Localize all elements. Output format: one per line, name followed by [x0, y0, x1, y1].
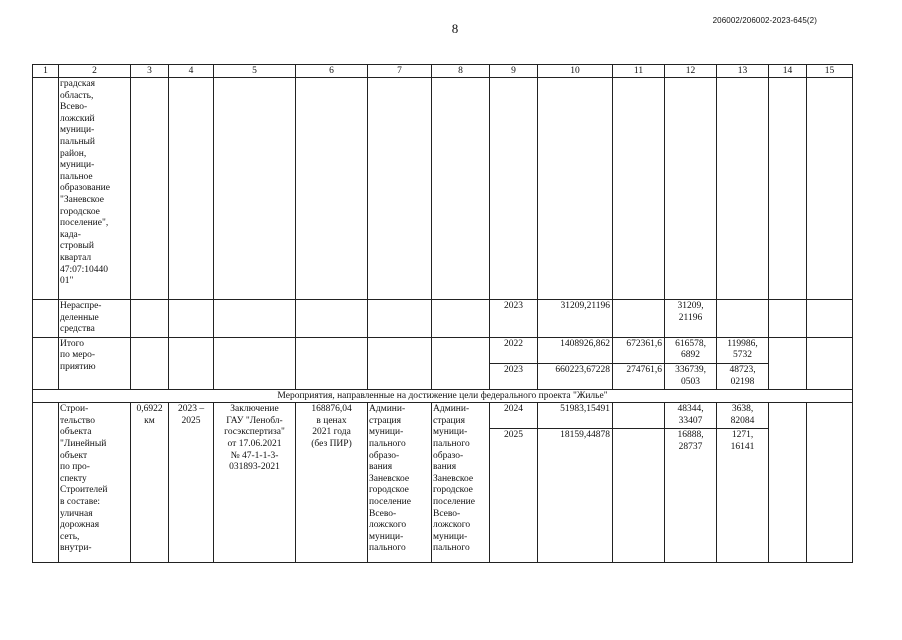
cell: [538, 78, 613, 300]
year-cell: 2024: [490, 403, 538, 429]
cell: [717, 300, 769, 338]
project-description: Строи- тельство объекта "Линейный объект по про- спекту Строителей в составе: уличная дорожная сеть, внутри-: [59, 403, 131, 563]
cell: [296, 78, 368, 300]
section-title-row: [33, 390, 853, 403]
column-header: 9: [490, 65, 538, 78]
amount-cell: 672361,6: [613, 337, 665, 363]
column-header: 5: [214, 65, 296, 78]
amount-cell: 274761,6: [613, 363, 665, 389]
cell: [807, 337, 853, 389]
cell: [613, 78, 665, 300]
year-cell: 2023: [490, 363, 538, 389]
amount-cell: 31209, 21196: [665, 300, 717, 338]
column-header: 11: [613, 65, 665, 78]
expertise-cell: Заключение ГАУ "Ленобл- госэкспертиза" от 17.06.2021 № 47-1-1-3- 031893-2021: [214, 403, 296, 563]
column-header: 1: [33, 65, 59, 78]
total-label: Итого по меро- приятию: [59, 337, 131, 389]
customer-cell: Админи- страция муници- пального образо- вания Заневское городское поселение Всево- ложского муници- пального: [368, 403, 432, 563]
cell: [131, 337, 169, 389]
column-header: 13: [717, 65, 769, 78]
page-number: 8: [451, 21, 459, 36]
cell: [613, 429, 665, 563]
cell: [769, 300, 807, 338]
cell: [368, 300, 432, 338]
undistributed-label: Нераспре- деленные средства: [59, 300, 131, 338]
year-cell: 2025: [490, 429, 538, 563]
total-row: [33, 337, 853, 363]
cell: [169, 300, 214, 338]
cell: [131, 78, 169, 300]
amount-cell: 1271, 16141: [717, 429, 769, 563]
total-amount-cell: 1408926,862: [538, 337, 613, 363]
cell: [769, 337, 807, 389]
cell: [33, 403, 59, 563]
cell: [432, 300, 490, 338]
amount-cell: 48723, 02198: [717, 363, 769, 389]
column-header: 8: [432, 65, 490, 78]
column-header: 10: [538, 65, 613, 78]
column-header: 2: [59, 65, 131, 78]
term-cell: 2023 – 2025: [169, 403, 214, 563]
column-header: 4: [169, 65, 214, 78]
amount-cell: 16888, 28737: [665, 429, 717, 563]
column-header: 15: [807, 65, 853, 78]
cell: [807, 403, 853, 563]
column-header: 12: [665, 65, 717, 78]
year-cell: 2022: [490, 337, 538, 363]
cell: [490, 78, 538, 300]
total-amount-cell: 51983,15491: [538, 403, 613, 429]
undistributed-row: [33, 300, 853, 338]
cell: [769, 78, 807, 300]
amount-cell: 616578, 6892: [665, 337, 717, 363]
cell: [214, 300, 296, 338]
cell: [33, 300, 59, 338]
column-header: 7: [368, 65, 432, 78]
cell: [214, 78, 296, 300]
column-header: 6: [296, 65, 368, 78]
cell: [613, 300, 665, 338]
amount-cell: 48344, 33407: [665, 403, 717, 429]
amount-cell: 3638, 82084: [717, 403, 769, 429]
cell: [296, 337, 368, 389]
cell: [169, 337, 214, 389]
column-number-row: [33, 65, 853, 78]
total-amount-cell: 660223,67228: [538, 363, 613, 389]
cell: [432, 78, 490, 300]
year-cell: 2023: [490, 300, 538, 338]
location-row: [33, 78, 853, 300]
cell: [296, 300, 368, 338]
column-header: 14: [769, 65, 807, 78]
cell: [131, 300, 169, 338]
column-header: 3: [131, 65, 169, 78]
location-text: градская область, Всево- ложский муници- пальный район, муници- пальное образование "Заневское городское поселение", када- стровый квартал 47:07:10440 01": [59, 78, 131, 300]
cost-cell: 168876,04 в ценах 2021 года (без ПИР): [296, 403, 368, 563]
cell: [33, 337, 59, 389]
cell: [33, 78, 59, 300]
cell: [169, 78, 214, 300]
total-amount-cell: 18159,44878: [538, 429, 613, 563]
cell: [807, 78, 853, 300]
total-amount-cell: 31209,21196: [538, 300, 613, 338]
capacity-cell: 0,6922 км: [131, 403, 169, 563]
cell: [807, 300, 853, 338]
cell: [717, 78, 769, 300]
amount-cell: 336739, 0503: [665, 363, 717, 389]
cell: [613, 403, 665, 429]
cell: [769, 403, 807, 563]
cell: [368, 78, 432, 300]
financing-table: [32, 64, 853, 563]
cell: [368, 337, 432, 389]
cell: [432, 337, 490, 389]
amount-cell: 119986, 5732: [717, 337, 769, 363]
section-title: Мероприятия, направленные на достижение цели федерального проекта "Жилье": [33, 390, 853, 403]
developer-cell: Админи- страция муници- пального образо- вания Заневское городское поселение Всево- ложского муници- пального: [432, 403, 490, 563]
document-id: 206002/206002-2023-645(2): [712, 16, 817, 25]
cell: [665, 78, 717, 300]
construction-row: [33, 403, 853, 429]
cell: [214, 337, 296, 389]
